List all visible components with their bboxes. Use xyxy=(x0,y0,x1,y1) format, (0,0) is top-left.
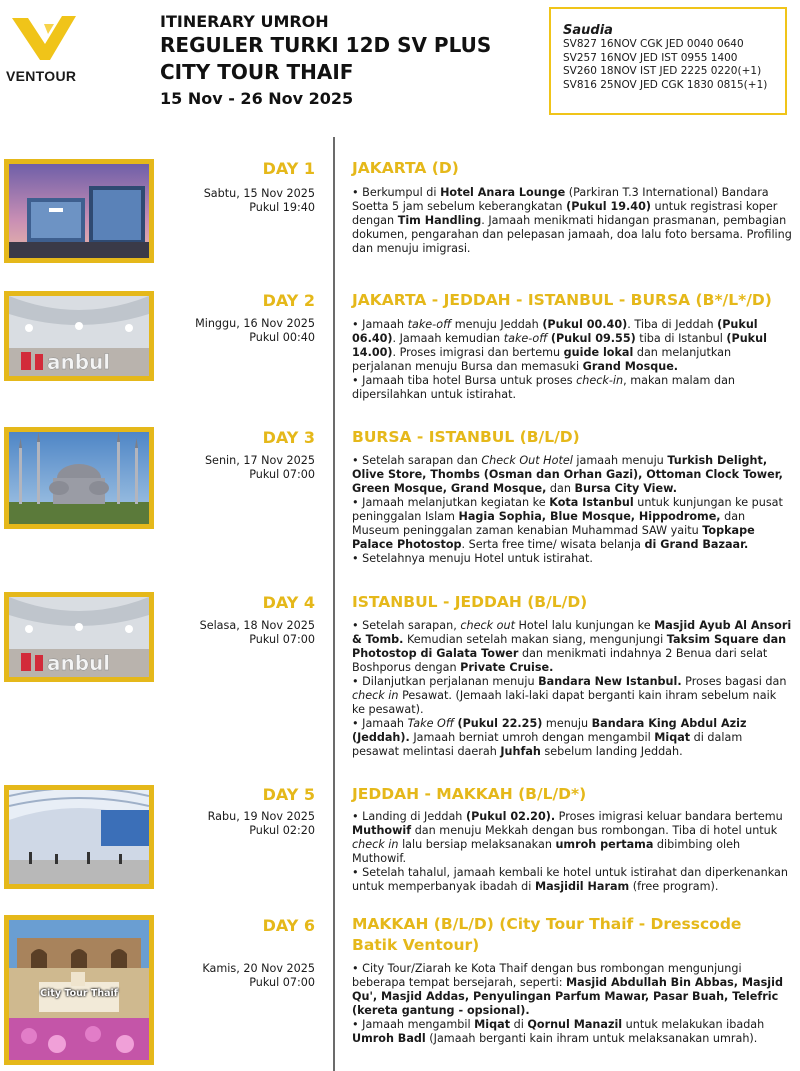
description-paragraph: • Setelah sarapan dan Check Out Hotel jamaah menuju Turkish Delight, Olive Store, Thombs (Osman dan Orhan Gazi), Ottoman Clock Tower, Green Mosque, Grand Mosque, dan Bursa City View. xyxy=(352,454,783,495)
description-paragraph: • Jamaah tiba hotel Bursa untuk proses check-in, makan malam dan dipersilahkan untuk istirahat. xyxy=(352,374,736,401)
day-label: DAY 5 xyxy=(262,785,315,804)
day-time: Pukul 00:40 xyxy=(249,331,315,344)
day-date: Minggu, 16 Nov 2025 xyxy=(195,317,315,330)
day-date: Selasa, 18 Nov 2025 xyxy=(199,619,315,632)
city-tour-thaif-collage xyxy=(4,915,154,1065)
day-label: DAY 2 xyxy=(262,291,315,310)
description-paragraph: • Landing di Jeddah (Pukul 02.20). Proses imigrasi keluar bandara bertemu Muthowif dan menuju Mekkah dengan bus rombongan. Tiba di hotel untuk check in lalu bersiap melaksanakan umroh pertama dibimbing oleh Muthowif. xyxy=(352,810,783,865)
flight-item: SV260 18NOV IST JED 2225 0220(+1) xyxy=(563,65,762,77)
day-date: Kamis, 20 Nov 2025 xyxy=(202,962,315,975)
day-title: JAKARTA - JEDDAH - ISTANBUL - BURSA (B*/L*/D) xyxy=(352,291,772,309)
day-time: Pukul 19:40 xyxy=(249,201,315,214)
description-paragraph: • Jamaah melanjutkan kegiatan ke Kota Istanbul untuk kunjungan ke pusat peninggalan Islam Hagia Sophia, Blue Mosque, Hippodrome, dan Museum peninggalan zaman kenabian Muhammad SAW yaitu Topkape Palace Photostop. Serta free time/ wisata belanja di Grand Bazaar. xyxy=(352,496,783,551)
flight-item: SV816 25NOV JED CGK 1830 0815(+1) xyxy=(563,78,768,91)
description-paragraph: • Dilanjutkan perjalanan menuju Bandara New Istanbul. Proses bagasi dan check in Pesawat. (Jemaah laki-laki dapat berganti kain ihram sebelum naik ke pesawat). xyxy=(352,675,787,716)
svg-text:anbul: anbul xyxy=(47,651,111,675)
day-description xyxy=(352,962,792,1046)
day-time: Pukul 07:00 xyxy=(249,976,315,989)
day-date: Sabtu, 15 Nov 2025 xyxy=(203,187,315,200)
title-line-2: REGULER TURKI 12D SV PLUS xyxy=(160,33,492,57)
flight-info-box xyxy=(549,7,787,115)
day-title: MAKKAH (B/L/D) (City Tour Thaif - Dresscode Batik Ventour) xyxy=(352,915,742,954)
description-paragraph: • Jamaah mengambil Miqat di Qornul Manazil untuk melakukan ibadah Umroh Badl (Jamaah berganti kain ihram untuk melaksanakan umrah). xyxy=(352,1018,765,1045)
flight-item: SV827 16NOV CGK JED 0040 0640 xyxy=(563,38,744,50)
day-time: Pukul 07:00 xyxy=(249,633,315,646)
day-description xyxy=(352,318,792,402)
day-description xyxy=(352,186,792,256)
description-paragraph: • Berkumpul di Hotel Anara Lounge (Parkiran T.3 International) Bandara Soetta 5 jam sebelum keberangkatan (Pukul 19.40) untuk registrasi koper dengan Tim Handling. Jamaah menikmati hidangan prasmanan, pembagian dokumen, pengarahan dan pelepasan jamaah, doa lalu foto bersama. Profiling dan menuju imigrasi. xyxy=(352,186,792,255)
brand-name: VENTOUR xyxy=(6,68,77,84)
day-description xyxy=(352,619,792,759)
airline-name: Saudia xyxy=(563,23,613,38)
day-date: Senin, 17 Nov 2025 xyxy=(204,454,315,467)
description-paragraph: • Setelah sarapan, check out Hotel lalu kunjungan ke Masjid Ayub Al Ansori & Tomb. Kemudian setelah makan siang, mengunjungi Taksim Square dan Photostop di Galata Tower dan menikmati indahnya 2 Benua dari selat Boshporus dengan Private Cruise. xyxy=(352,619,792,674)
flight-item: SV257 16NOV JED IST 0955 1400 xyxy=(563,51,738,64)
timeline-divider xyxy=(333,137,335,1071)
description-paragraph: • Jamaah take-off menuju Jeddah (Pukul 00.40). Tiba di Jeddah (Pukul 06.40). Jamaah kemudian take-off (Pukul 09.55) tiba di Istanbul (Pukul 14.00). Proses imigrasi dan bertemu guide lokal dan melanjutkan perjalanan menuju Bursa dan memasuki Grand Mosque. xyxy=(352,318,767,373)
jeddah-terminal-photo xyxy=(4,785,154,889)
description-paragraph: • Setelahnya menuju Hotel untuk istirahat. xyxy=(352,552,593,565)
svg-text:anbul: anbul xyxy=(47,350,111,374)
title-line-1: ITINERARY UMROH xyxy=(160,12,329,31)
day-title: JEDDAH - MAKKAH (B/L/D*) xyxy=(352,785,587,803)
ventour-logo-mark xyxy=(10,14,78,66)
day-date: Rabu, 19 Nov 2025 xyxy=(207,810,315,823)
hotel-building-photo xyxy=(4,159,154,263)
title-line-3: CITY TOUR THAIF xyxy=(160,60,354,84)
blue-mosque-photo xyxy=(4,427,154,529)
day-description xyxy=(352,810,792,894)
day-label: DAY 1 xyxy=(262,159,315,178)
day-time: Pukul 02:20 xyxy=(249,824,315,837)
day-title: BURSA - ISTANBUL (B/L/D) xyxy=(352,428,580,446)
day-title: ISTANBUL - JEDDAH (B/L/D) xyxy=(352,593,588,611)
description-paragraph: • Setelah tahalul, jamaah kembali ke hotel untuk istirahat dan diperkenankan untuk memperbanyak ibadah di Masjidil Haram (free program). xyxy=(352,866,788,893)
istanbul-airport-photo xyxy=(4,592,154,682)
day-label: DAY 6 xyxy=(262,916,315,935)
photo-caption: City Tour Thaif xyxy=(40,988,118,999)
day-time: Pukul 07:00 xyxy=(249,468,315,481)
title-dates: 15 Nov - 26 Nov 2025 xyxy=(160,89,354,108)
description-paragraph: • City Tour/Ziarah ke Kota Thaif dengan bus rombongan mengunjungi beberapa tempat bersejarah, seperti: Masjid Abdullah Bin Abbas, Masjid Qu', Masjid Addas, Penyulingan Parfum Mawar, Pasar Buah, Telefric (kereta gantung - opsional). xyxy=(352,962,783,1017)
day-label: DAY 3 xyxy=(262,428,315,447)
ventour-logo xyxy=(6,14,82,84)
itinerary-title xyxy=(160,12,491,110)
description-paragraph: • Jamaah Take Off (Pukul 22.25) menuju Bandara King Abdul Aziz (Jeddah). Jamaah berniat umroh dengan mengambil Miqat di dalam pesawat melintasi daerah Juhfah sebelum landing Jeddah. xyxy=(352,717,747,758)
day-description xyxy=(352,454,792,566)
day-title: JAKARTA (D) xyxy=(352,159,459,177)
day-label: DAY 4 xyxy=(262,593,315,612)
istanbul-airport-photo xyxy=(4,291,154,381)
